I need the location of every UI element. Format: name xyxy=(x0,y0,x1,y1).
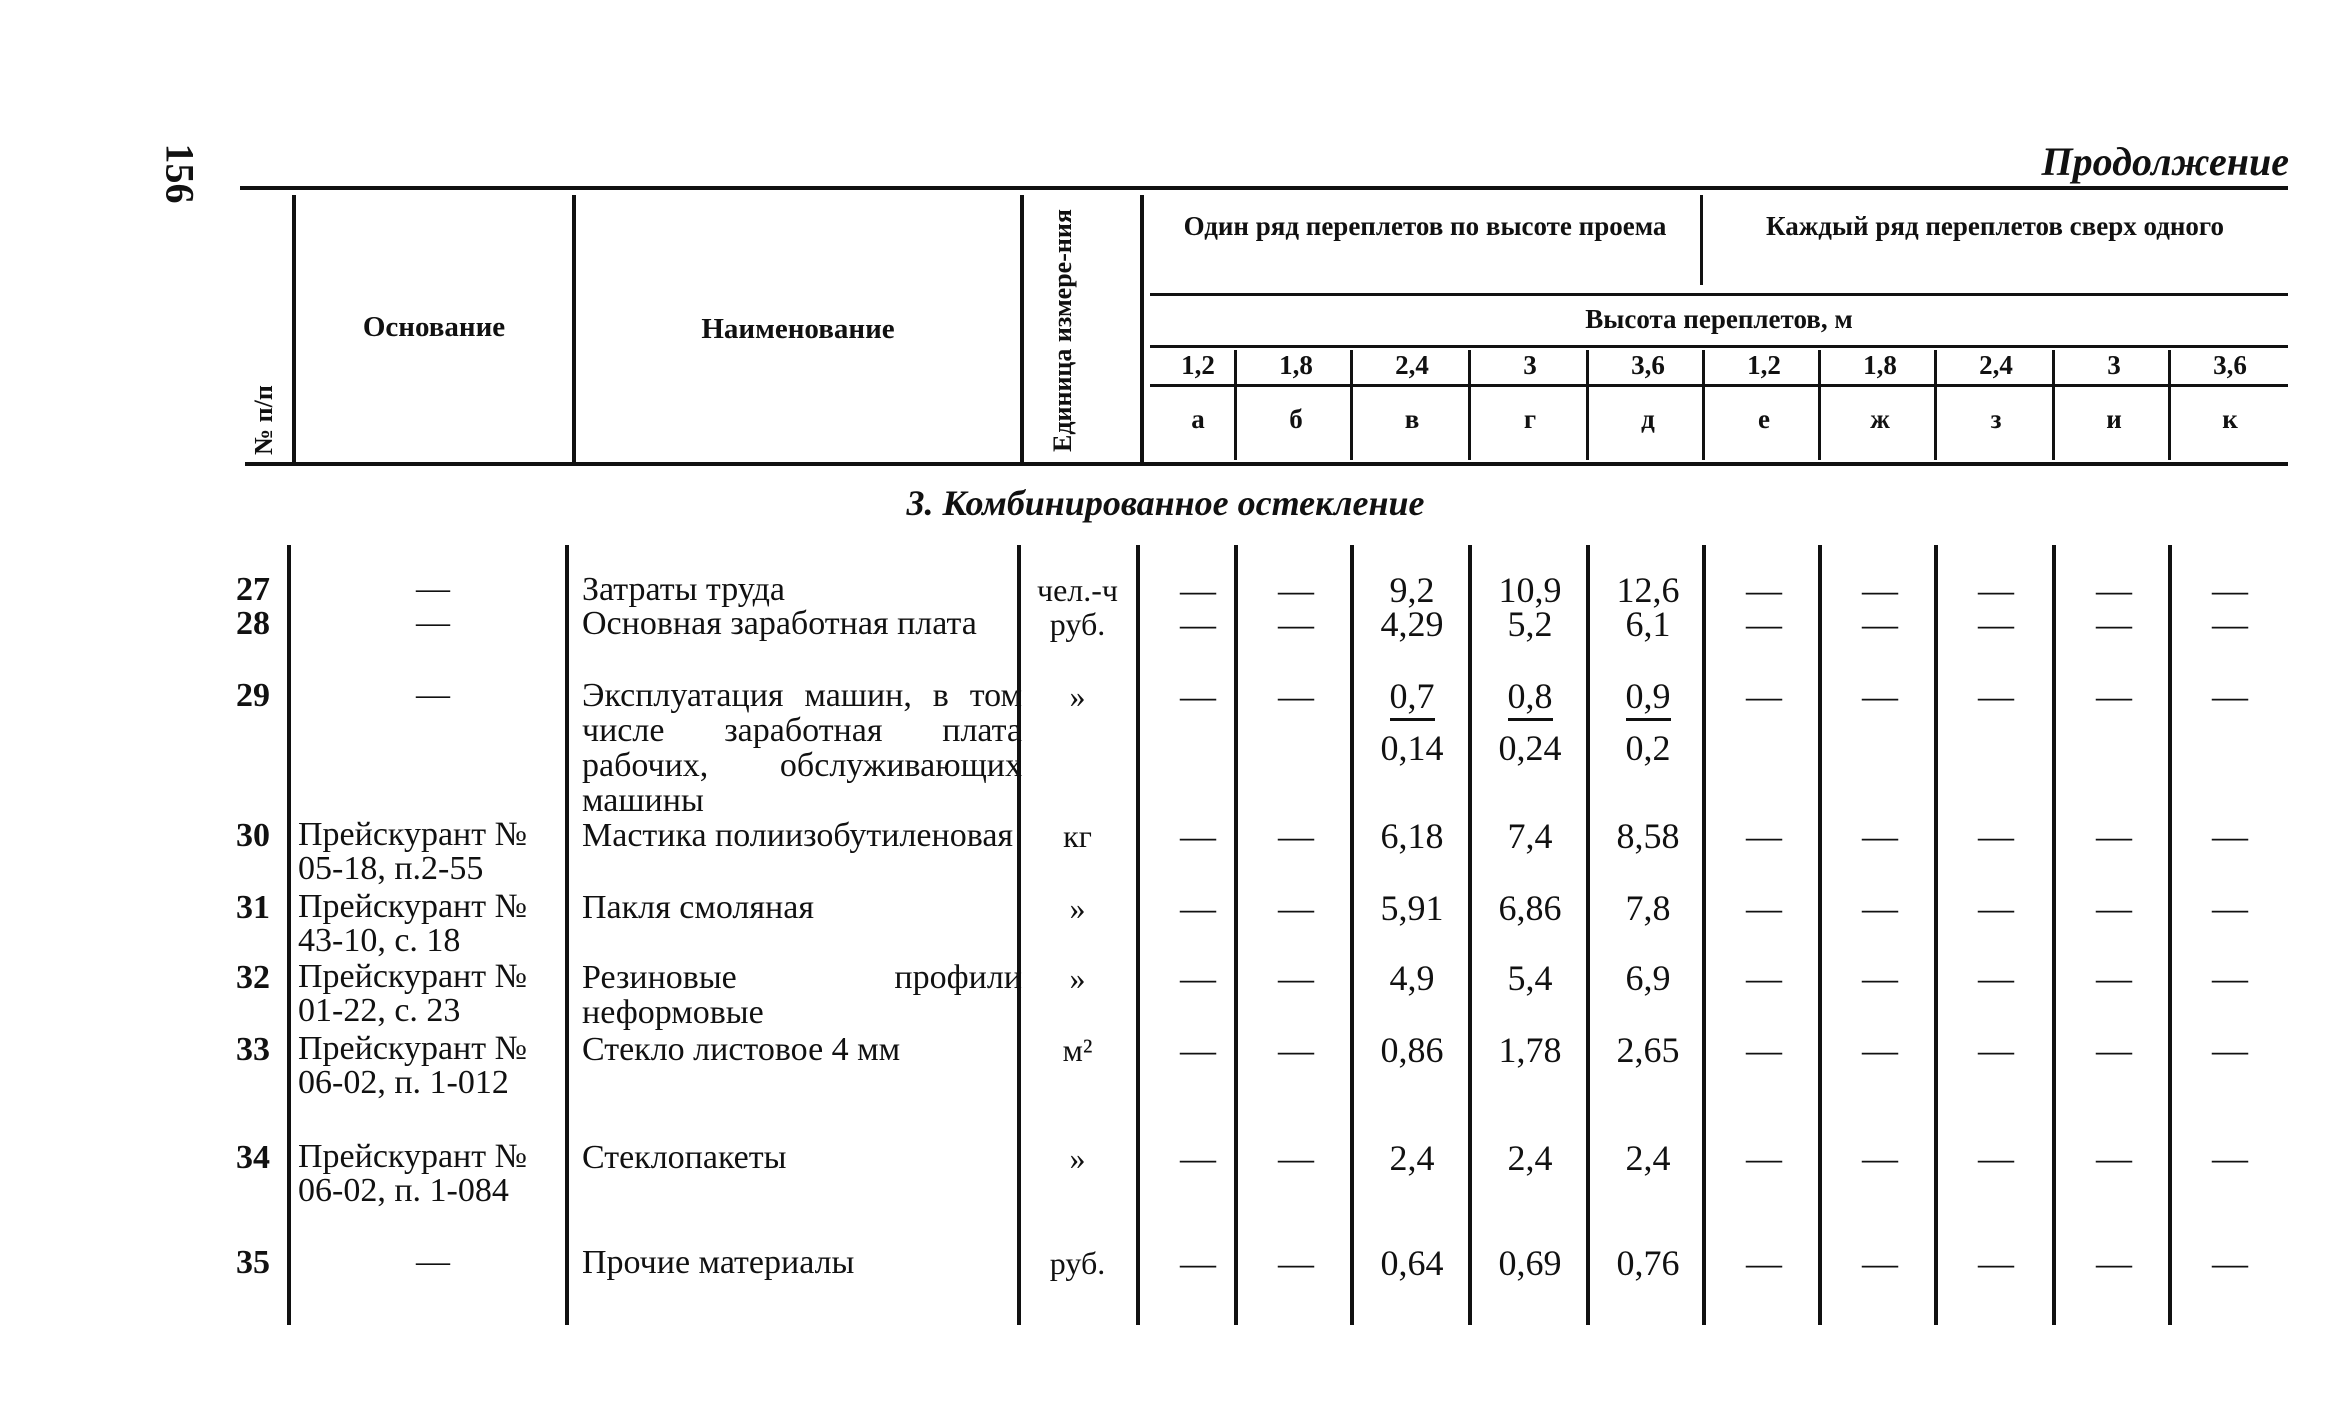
row-value: — xyxy=(2096,604,2132,644)
header-col-vline xyxy=(1468,350,1471,460)
col-unit-header: Единица измере-ния xyxy=(1048,209,1077,452)
row-value: — xyxy=(1978,816,2014,856)
header-top-rule xyxy=(240,186,2288,190)
header-bottom-rule xyxy=(245,462,2288,466)
header-vline xyxy=(1020,195,1024,463)
column-letter: ж xyxy=(1870,404,1890,434)
row-value: — xyxy=(1278,958,1314,998)
row-basis: Прейскурант № 01-22, с. 23 xyxy=(298,958,528,1029)
row-value: 2,4 xyxy=(1507,1138,1553,1178)
row-value: — xyxy=(1278,676,1314,716)
row-value: — xyxy=(2212,1138,2248,1178)
row-value: — xyxy=(1278,816,1314,856)
row-unit: руб. xyxy=(1049,1245,1106,1281)
row-value: — xyxy=(1746,676,1782,716)
row-value: 12,6 xyxy=(1616,570,1680,610)
row-value: 6,9 xyxy=(1625,958,1671,998)
row-basis: Прейскурант № 06-02, п. 1-084 xyxy=(298,1138,528,1209)
row-value: — xyxy=(1978,958,2014,998)
row-value: — xyxy=(1278,604,1314,644)
body-col-vline xyxy=(1468,545,1472,1325)
row-value: — xyxy=(1862,816,1898,856)
row-value: — xyxy=(1746,958,1782,998)
header-col-vline xyxy=(1350,350,1353,460)
row-number: 28 xyxy=(236,605,270,642)
row-name: Пакля смоляная xyxy=(582,889,814,926)
col-basis-header: Основание xyxy=(362,311,506,343)
row-value: — xyxy=(1180,604,1216,644)
row-value xyxy=(1590,678,1706,714)
row-value: — xyxy=(1746,1138,1782,1178)
row-unit: » xyxy=(1069,1140,1086,1176)
row-value: 5,91 xyxy=(1380,888,1444,928)
row-number: 31 xyxy=(236,889,270,926)
row-value: — xyxy=(1862,958,1898,998)
row-basis: — xyxy=(416,570,450,607)
row-value-denominator: 0,2 xyxy=(1625,728,1671,768)
row-value: 4,29 xyxy=(1380,604,1444,644)
section-title: 3. Комбинированное остекление xyxy=(906,483,1425,523)
row-value: — xyxy=(2096,1138,2132,1178)
group-each-row-header: Каждый ряд переплетов сверх одного xyxy=(1765,211,2224,241)
row-value: — xyxy=(1862,1243,1898,1283)
body-col-vline xyxy=(1586,545,1590,1325)
column-letter: е xyxy=(1758,404,1770,434)
row-value: — xyxy=(1180,1030,1216,1070)
row-unit: руб. xyxy=(1049,606,1106,642)
row-basis: — xyxy=(416,676,450,713)
height-value: 1,2 xyxy=(1181,350,1215,380)
group-rule xyxy=(1150,293,2288,296)
row-value: — xyxy=(2212,1243,2248,1283)
row-value: 6,1 xyxy=(1625,604,1671,644)
fraction-numerator: 0,8 xyxy=(1508,676,1553,721)
height-value: 3,6 xyxy=(2213,350,2247,380)
row-value: — xyxy=(1978,1243,2014,1283)
row-value: — xyxy=(2212,604,2248,644)
row-value: 2,4 xyxy=(1625,1138,1671,1178)
row-name: Стекло листовое 4 мм xyxy=(582,1031,901,1068)
row-value: — xyxy=(1746,816,1782,856)
header-col-vline xyxy=(2052,350,2055,460)
row-value-denominator: 0,24 xyxy=(1498,728,1562,768)
header-col-vline xyxy=(1702,350,1705,460)
row-value: — xyxy=(1746,1030,1782,1070)
row-value: 6,18 xyxy=(1380,816,1444,856)
row-unit: м² xyxy=(1062,1032,1093,1068)
height-value: 3 xyxy=(2107,350,2121,380)
row-value: — xyxy=(2212,570,2248,610)
header-col-vline xyxy=(1234,350,1237,460)
row-unit: кг xyxy=(1063,818,1092,854)
row-unit: чел.-ч xyxy=(1036,572,1118,608)
row-unit: » xyxy=(1069,960,1086,996)
row-value: 9,2 xyxy=(1389,570,1435,610)
column-letter: а xyxy=(1191,404,1205,434)
row-value: — xyxy=(2212,958,2248,998)
group-divider xyxy=(1700,195,1703,285)
height-value: 1,8 xyxy=(1279,350,1313,380)
row-basis: — xyxy=(416,1243,450,1280)
row-basis: Прейскурант № 05-18, п.2-55 xyxy=(298,816,528,887)
height-value: 3,6 xyxy=(1631,350,1665,380)
row-value: — xyxy=(1978,1138,2014,1178)
header-col-vline xyxy=(1934,350,1937,460)
row-value: — xyxy=(2212,888,2248,928)
row-value: 2,65 xyxy=(1616,1030,1680,1070)
row-value: — xyxy=(1862,604,1898,644)
row-value: 7,4 xyxy=(1507,816,1553,856)
height-rule xyxy=(1150,345,2288,348)
row-value: — xyxy=(1862,1030,1898,1070)
height-value: 1,8 xyxy=(1863,350,1897,380)
row-value: 6,86 xyxy=(1498,888,1562,928)
body-vline xyxy=(1017,545,1021,1325)
body-col-vline xyxy=(1234,545,1238,1325)
row-value: — xyxy=(1746,888,1782,928)
body-vline xyxy=(287,545,291,1325)
row-value: — xyxy=(1278,1138,1314,1178)
continued-label: Продолжение xyxy=(2041,139,2289,184)
header-col-vline xyxy=(1818,350,1821,460)
row-number: 32 xyxy=(236,959,270,996)
row-value: 2,4 xyxy=(1389,1138,1435,1178)
row-value: — xyxy=(1862,676,1898,716)
row-value: — xyxy=(2212,816,2248,856)
fraction-numerator: 0,7 xyxy=(1390,676,1435,721)
row-name: Прочие материалы xyxy=(582,1244,855,1281)
row-unit: » xyxy=(1069,890,1086,926)
body-col-vline xyxy=(1350,545,1354,1325)
row-value: — xyxy=(2096,888,2132,928)
body-col-vline xyxy=(1934,545,1938,1325)
row-name: Эксплуатация машин, в том числе заработная плата рабочих, обслуживающих машины xyxy=(582,677,1022,819)
row-value: 0,69 xyxy=(1498,1243,1562,1283)
row-number: 34 xyxy=(236,1139,270,1176)
row-value: — xyxy=(2212,1030,2248,1070)
body-col-vline xyxy=(1818,545,1822,1325)
height-value: 3 xyxy=(1523,350,1537,380)
row-value: 7,8 xyxy=(1625,888,1671,928)
row-basis: Прейскурант № 06-02, п. 1-012 xyxy=(298,1030,528,1101)
height-value: 2,4 xyxy=(1979,350,2013,380)
column-letter: и xyxy=(2106,404,2122,434)
row-value: 0,64 xyxy=(1380,1243,1444,1283)
row-value: 0,86 xyxy=(1380,1030,1444,1070)
col-num-header: № п/п xyxy=(249,385,278,455)
row-value: — xyxy=(1278,1243,1314,1283)
row-value: — xyxy=(2096,1030,2132,1070)
row-value-denominator: 0,14 xyxy=(1380,728,1444,768)
row-value: — xyxy=(1746,604,1782,644)
fraction-numerator: 0,9 xyxy=(1626,676,1671,721)
column-letter: г xyxy=(1523,404,1537,434)
body-col-vline xyxy=(1702,545,1706,1325)
row-name: Затраты труда xyxy=(582,571,786,608)
column-letter: д xyxy=(1641,404,1655,434)
header-col-vline xyxy=(2168,350,2171,460)
row-value: — xyxy=(1180,570,1216,610)
row-value: — xyxy=(1180,1138,1216,1178)
body-col-vline xyxy=(2052,545,2056,1325)
row-value: — xyxy=(1746,1243,1782,1283)
row-basis: Прейскурант № 43-10, с. 18 xyxy=(298,888,528,959)
row-value: — xyxy=(1978,676,2014,716)
column-letter: з xyxy=(1990,404,2002,434)
row-value: — xyxy=(1278,570,1314,610)
column-letter: б xyxy=(1289,404,1303,434)
row-value: — xyxy=(1180,816,1216,856)
body-col-vline xyxy=(2168,545,2172,1325)
height-label: Высота переплетов, м xyxy=(1585,304,1853,334)
header-col-vline xyxy=(1586,350,1589,460)
row-value xyxy=(1354,678,1470,714)
row-value xyxy=(1472,678,1588,714)
body-col-vline xyxy=(1136,545,1140,1325)
row-basis: — xyxy=(416,604,450,641)
row-value: — xyxy=(1862,570,1898,610)
row-value: — xyxy=(1862,1138,1898,1178)
row-value: 10,9 xyxy=(1498,570,1562,610)
row-value: — xyxy=(1180,1243,1216,1283)
row-value: — xyxy=(1746,570,1782,610)
row-unit: » xyxy=(1069,678,1086,714)
height-value: 1,2 xyxy=(1747,350,1781,380)
row-value: — xyxy=(1862,888,1898,928)
row-value: 4,9 xyxy=(1389,958,1435,998)
row-value: — xyxy=(1278,888,1314,928)
row-name: Основная заработная плата xyxy=(582,605,977,642)
row-value: — xyxy=(1978,570,2014,610)
row-value: — xyxy=(1278,1030,1314,1070)
row-value: — xyxy=(1978,888,2014,928)
row-value: 5,2 xyxy=(1507,604,1553,644)
row-value: — xyxy=(2096,958,2132,998)
column-letter: к xyxy=(2222,404,2238,434)
row-value: 8,58 xyxy=(1616,816,1680,856)
row-value: — xyxy=(1180,676,1216,716)
column-letter: в xyxy=(1404,404,1420,434)
page-number: 156 xyxy=(157,143,203,204)
col-name-header: Наименование xyxy=(701,313,895,345)
row-value: — xyxy=(1978,604,2014,644)
row-number: 33 xyxy=(236,1031,270,1068)
row-value: — xyxy=(2212,676,2248,716)
row-name: Мастика полиизобутиленовая xyxy=(582,817,1014,854)
row-value: 0,76 xyxy=(1616,1243,1680,1283)
row-value: — xyxy=(2096,816,2132,856)
row-number: 30 xyxy=(236,817,270,854)
row-value: — xyxy=(1180,888,1216,928)
row-value: — xyxy=(2096,1243,2132,1283)
row-name: Стеклопакеты xyxy=(582,1139,787,1176)
row-number: 35 xyxy=(236,1244,270,1281)
row-number: 27 xyxy=(236,571,270,608)
row-number: 29 xyxy=(236,677,270,714)
letters-rule xyxy=(1150,384,2288,387)
row-value: — xyxy=(2096,570,2132,610)
row-value: 1,78 xyxy=(1498,1030,1562,1070)
row-value: — xyxy=(1180,958,1216,998)
group-one-row-header: Один ряд переплетов по высоте проема xyxy=(1183,211,1667,241)
row-value: — xyxy=(2096,676,2132,716)
row-value: 5,4 xyxy=(1507,958,1553,998)
row-value: — xyxy=(1978,1030,2014,1070)
height-value: 2,4 xyxy=(1395,350,1429,380)
row-name: Резиновые профили неформовые xyxy=(582,959,1022,1031)
